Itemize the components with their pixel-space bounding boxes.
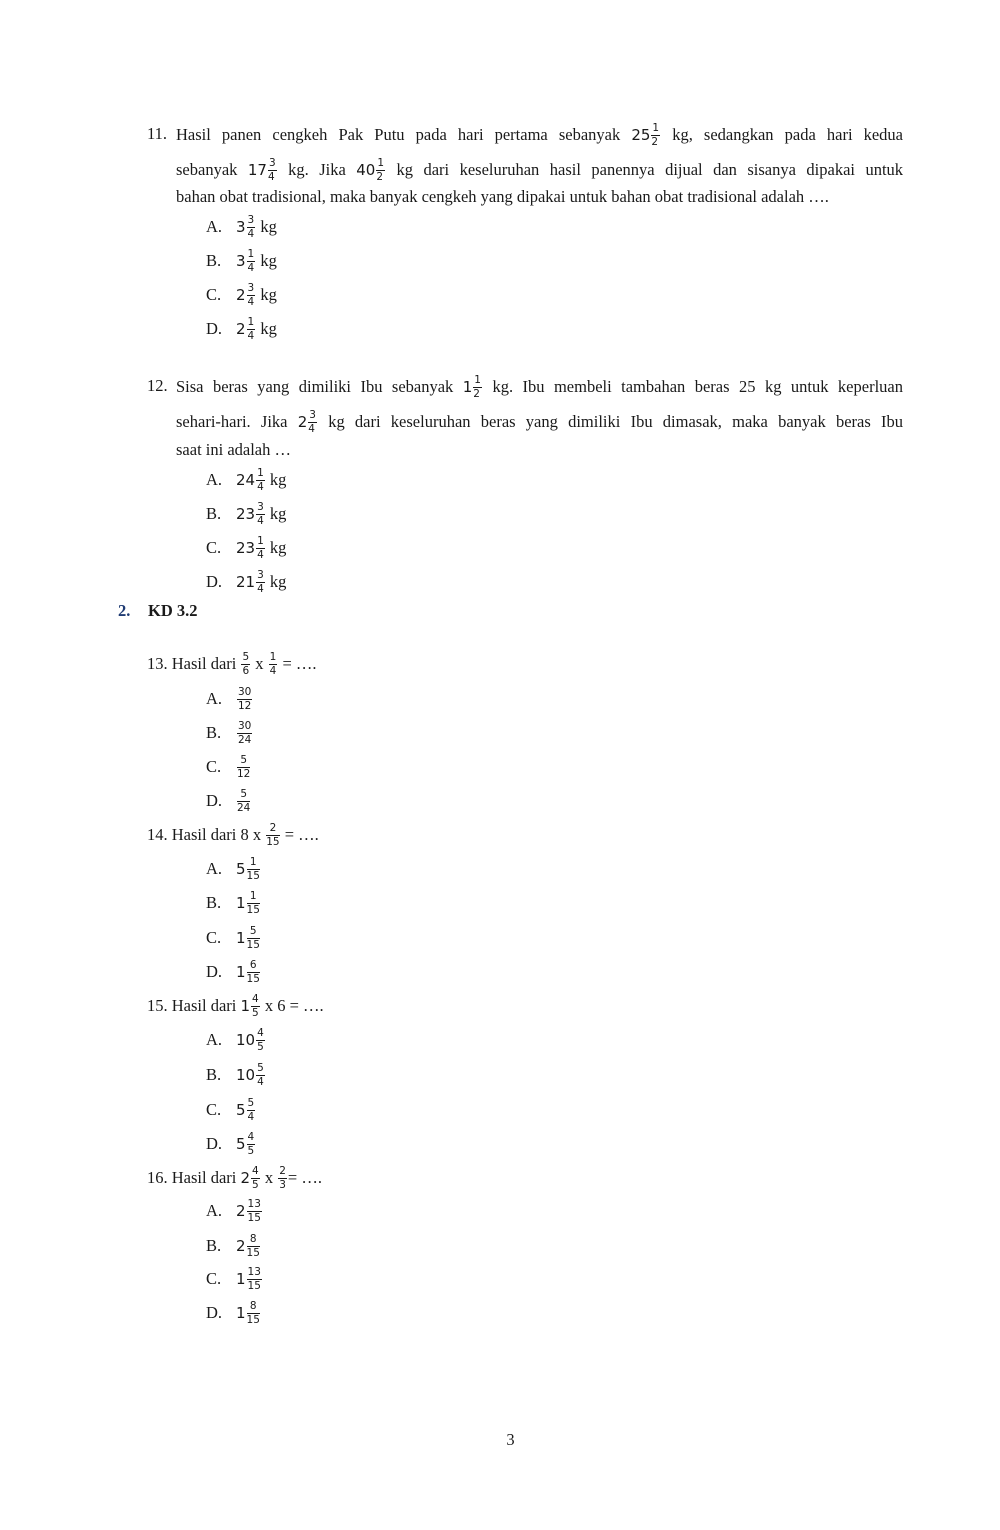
- section-number: 2.: [118, 601, 131, 620]
- question-text-line-3: saat ini adalah …: [176, 440, 292, 459]
- mixed-fraction: 1 $\frac{4}{5}$: [240, 993, 259, 1019]
- question-number: 14.: [147, 824, 168, 844]
- question-number: 12.: [147, 376, 168, 395]
- option-d[interactable]: D. 1 $\frac{8}{15}$: [206, 1300, 260, 1326]
- question-text: 14. Hasil dari 8 x $\frac{2}{15}$ = ….: [147, 822, 319, 848]
- option-c[interactable]: C. 1 $\frac{5}{15}$: [206, 925, 260, 951]
- fraction: $\frac{1}{4}$: [269, 651, 277, 677]
- option-b[interactable]: B. 1 $\frac{1}{15}$: [206, 890, 260, 916]
- question-number: 13.: [147, 653, 168, 673]
- option-d[interactable]: D. $\frac{5}{24}$: [206, 788, 251, 814]
- mixed-fraction: 2 $\frac{4}{5}$: [240, 1165, 259, 1191]
- mixed-fraction: 17 $\frac{3}{4}$: [247, 157, 276, 183]
- option-b[interactable]: B. 23 $\frac{3}{4}$ kg: [206, 501, 287, 527]
- mixed-fraction: 2 $\frac{3}{4}$: [297, 409, 316, 435]
- option-a[interactable]: A. 10 $\frac{4}{5}$: [206, 1027, 264, 1053]
- question-number: 11.: [147, 124, 168, 143]
- question-text: 16. Hasil dari 2 $\frac{4}{5}$ x $\frac{2}{3}$ = ….: [147, 1165, 322, 1191]
- option-a[interactable]: A. 24 $\frac{1}{4}$ kg: [206, 467, 287, 493]
- option-b[interactable]: B. 3 $\frac{1}{4}$ kg: [206, 248, 277, 274]
- option-d[interactable]: D. 1 $\frac{6}{15}$: [206, 959, 260, 985]
- question-text-line-3: bahan obat tradisional, maka banyak cengkeh yang dipakai untuk bahan obat tradisional adalah ….: [176, 187, 829, 206]
- question-number: 16.: [147, 1167, 168, 1187]
- question-text-line-1: Sisa beras yang dimiliki Ibu sebanyak 1 $\frac{1}{2}$ kg. Ibu membeli tambahan beras 25 kg untuk keperluan: [176, 374, 903, 400]
- option-c[interactable]: C. 1 $\frac{13}{15}$: [206, 1266, 261, 1292]
- mixed-fraction: 1 $\frac{1}{2}$: [462, 374, 481, 400]
- page-number: 3: [506, 1430, 515, 1449]
- fraction: $\frac{2}{15}$: [266, 822, 280, 848]
- option-c[interactable]: C. $\frac{5}{12}$: [206, 754, 251, 780]
- fraction: $\frac{2}{3}$: [279, 1165, 286, 1191]
- option-c[interactable]: C. 2 $\frac{3}{4}$ kg: [206, 282, 277, 308]
- option-d[interactable]: D. 2 $\frac{1}{4}$ kg: [206, 316, 277, 342]
- section-heading: [118, 601, 198, 621]
- option-a[interactable]: A. 3 $\frac{3}{4}$ kg: [206, 214, 277, 240]
- option-c[interactable]: C. 23 $\frac{1}{4}$ kg: [206, 535, 287, 561]
- mixed-fraction: 25 $\frac{1}{2}$: [631, 122, 660, 148]
- option-c[interactable]: C. 5 $\frac{5}{4}$: [206, 1097, 255, 1123]
- option-b[interactable]: B. $\frac{30}{24}$: [206, 720, 252, 746]
- option-a[interactable]: A. 2 $\frac{13}{15}$: [206, 1198, 261, 1224]
- question-text-line-1: Hasil panen cengkeh Pak Putu pada hari pertama sebanyak 25 $\frac{1}{2}$ kg, sedangkan pada hari kedua: [176, 122, 904, 148]
- option-a[interactable]: A. $\frac{30}{12}$: [206, 686, 252, 712]
- question-text: 15. Hasil dari 1 $\frac{4}{5}$ x 6 = ….: [147, 993, 324, 1019]
- question-text: 13. Hasil dari $\frac{5}{6}$ x $\frac{1}{4}$ = ….: [147, 651, 317, 677]
- option-d[interactable]: D. 5 $\frac{4}{5}$: [206, 1131, 255, 1157]
- section-title: KD 3.2: [148, 601, 198, 620]
- mixed-fraction: 40 $\frac{1}{2}$: [356, 157, 385, 183]
- option-a[interactable]: A. 5 $\frac{1}{15}$: [206, 856, 260, 882]
- question-number: 15.: [147, 995, 168, 1015]
- option-d[interactable]: D. 21 $\frac{3}{4}$ kg: [206, 569, 287, 595]
- option-b[interactable]: B. 2 $\frac{8}{15}$: [206, 1233, 260, 1259]
- question-text-line-2: sehari-hari. Jika 2 $\frac{3}{4}$ kg dari keseluruhan beras yang dimiliki Ibu dimasak, maka banyak beras Ibu: [176, 409, 904, 435]
- question-text-line-2: sebanyak 17 $\frac{3}{4}$ kg. Jika 40 $\frac{1}{2}$ kg dari keseluruhan hasil panennya dijual dan sisanya dipakai untuk: [176, 157, 904, 183]
- fraction: $\frac{5}{6}$: [242, 651, 250, 677]
- option-b[interactable]: B. 10 $\frac{5}{4}$: [206, 1062, 264, 1088]
